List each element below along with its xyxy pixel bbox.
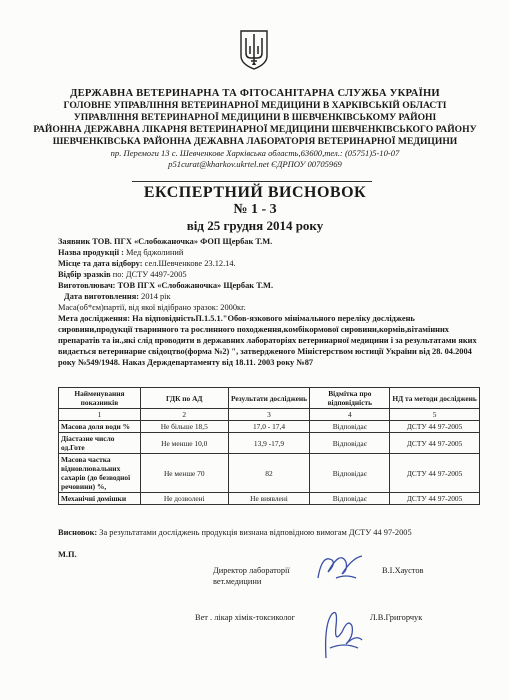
header-line-5: ШЕВЧЕНКІВСЬКА РАЙОННА ДЕЖАВНА ЛАБОРАТОРІЯ ВЕТЕРИНАРНОЇ МЕДИЦИНИ bbox=[52, 136, 458, 147]
applicant-row: Заявник ТОВ. ПГХ «Слобожаночка» ФОП Щербак Т.М. bbox=[58, 237, 273, 246]
title-number: № 1 - 3 bbox=[233, 202, 277, 217]
header-line-1: ДЕРЖАВНА ВЕТЕРИНАРНА ТА ФІТОСАНІТАРНА СЛУЖБА УКРАЇНИ bbox=[70, 88, 440, 99]
header-line-2: ГОЛОВНЕ УПРАВЛІННЯ ВЕТЕРИНАРНОЇ МЕДИЦИНИ В ХАРКІВСЬКІЙ ОБЛАСТІ bbox=[63, 100, 447, 111]
director-name: В.І.Хаустов bbox=[382, 566, 424, 575]
header-indicator: Найменування показників bbox=[59, 388, 141, 409]
header-result: Результати досліджень bbox=[228, 388, 310, 409]
conclusion-text: За результатами досліджень продукція визнана відповідною вимогам ДСТУ 44 97-2005 bbox=[99, 528, 412, 537]
header-divider bbox=[132, 181, 372, 182]
conclusion-label: Висновок: bbox=[58, 528, 98, 537]
table-row: Діастазне число од.Готе Не менше 10,0 13,9 -17,9 Відповідає ДСТУ 44 97-2005 bbox=[59, 433, 480, 454]
title-date: від 25 грудня 2014 року bbox=[186, 218, 324, 233]
maker-row: Виготовлювач: ТОВ ПГХ «Слобожаночка» Щербак Т.М. bbox=[58, 281, 274, 290]
header-compliance: Відмітка про відповідність bbox=[310, 388, 390, 409]
table-row: Масова доля води % Не більше 18,5 17,0 - 17,4 Відповідає ДСТУ 44 97-2005 bbox=[59, 421, 480, 433]
table-number-row: 1 2 3 4 5 bbox=[59, 409, 480, 421]
header-line-3: УПРАВЛІННЯ ВЕТЕРИНАРНОЇ МЕДИЦИНИ В ШЕВЧЕНКІВСЬКОМУ РАЙОНІ bbox=[73, 112, 437, 123]
doctor-title: Вет . лікар хімік-токсиколог bbox=[195, 613, 296, 622]
trident-emblem-icon bbox=[239, 28, 269, 70]
results-table bbox=[58, 387, 480, 505]
place-row: Місце та дата відбору: сел.Шевченкове 23.12.14. bbox=[58, 259, 236, 268]
sampling-row: Відбір зразків по: ДСТУ 4497-2005 bbox=[58, 270, 187, 279]
purpose-row: Мета дослідження: На відповідністьП.1.5.1."Обов-язкового мінімального переліку досліджень сировини,продукції тваринного та рослинного походження,комбікормової сировини,кормів,вітамінних препаратів та ін.,які слід проводити в державних лабораторіях ветеринарної медицини і за результатами яких видається ветеринарне свідоцтво(форма №2) ", затвердженого Міністерством юстиції України від 28. 04.2004 року №549/1948. Наказ Держдепартаменту від 18.11. 2003 року №87 bbox=[58, 314, 477, 367]
header-address: пр. Перемоги 13 с. Шевченкове Харківська область,63600,тел.: (05751)5-10-07 bbox=[110, 148, 400, 158]
doctor-signature-icon bbox=[318, 604, 368, 662]
header-limit: ГДК по АД bbox=[140, 388, 228, 409]
title-main: ЕКСПЕРТНИЙ ВИСНОВОК bbox=[143, 184, 367, 201]
sample-details bbox=[58, 236, 478, 368]
table-header-row bbox=[59, 388, 480, 409]
table-row: Механічні домішки Не дозволені Не виявлені Відповідає ДСТУ 44 97-2005 bbox=[59, 493, 480, 505]
made-date-row: Дата виготовлення: 2014 рік bbox=[64, 292, 171, 301]
table-row: Масова частка відновлювальних сахарів (до безводної речовини) %, Не менше 70 82 Відповідає ДСТУ 44 97-2005 bbox=[59, 454, 480, 493]
product-row: Назва продукції : Мед бджолиний bbox=[58, 248, 184, 257]
header-line-4: РАЙОННА ДЕРЖАВНА ЛІКАРНЯ ВЕТЕРИНАРНОЇ МЕДИЦИНИ ШЕВЧЕНКІВСЬКОГО РАЙОНУ bbox=[33, 124, 477, 135]
header-email: p51curat@kharkov.ukrtel.net ЄДРПОУ 00705969 bbox=[168, 159, 342, 169]
doctor-name: Л.В.Григорчук bbox=[370, 613, 423, 622]
director-signature-icon bbox=[312, 548, 372, 588]
header-method: НД та методи досліджень bbox=[390, 388, 480, 409]
stamp-label: М.П. bbox=[58, 550, 77, 559]
document-title bbox=[0, 184, 510, 234]
institution-header bbox=[30, 88, 480, 170]
director-title: Директор лабораторії вет.медицини bbox=[213, 566, 290, 586]
mass-row: Маса(об*єм)партії, від якої відібрано зразок: 2000кг. bbox=[58, 303, 246, 312]
conclusion bbox=[58, 528, 412, 537]
